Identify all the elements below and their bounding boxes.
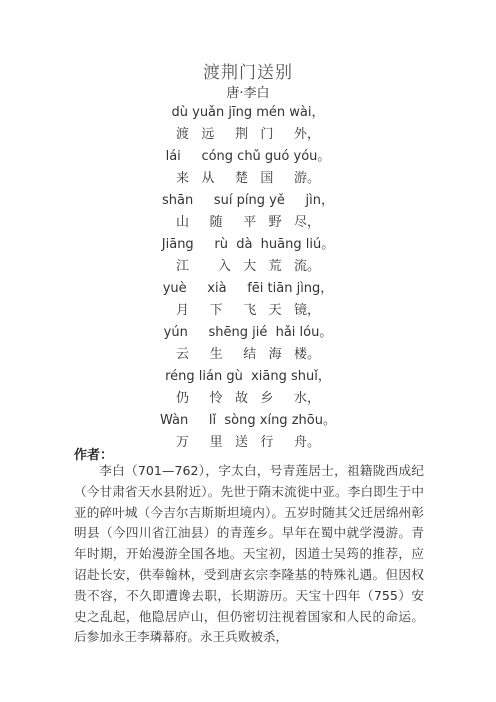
poem-line-pinyin: Wàn lǐ sòng xíng zhōu。 <box>160 413 336 428</box>
author-biography: 李白（701—762），字太白，号青莲居士，祖籍陇西成纪（今甘肃省天水县附近）。先世于隋末流徙中亚。李白即生于中亚的碎叶城（今吉尔吉斯斯坦境内）。五岁时随其父迁居绵州彰明县（今四川省江油县）的青莲乡。早年在蜀中就学漫游。青年时期，开始漫游全国各地。天宝初，因道士吴筠的推荐，应诏赴长安，供奉翰林，受到唐玄宗李隆基的特殊礼遇。但因权贵不容，不久即遭谗去职，长期游历。天宝十四年（755）安史之乱起，他隐居庐山，但仍密切注视着国家和人民的命运。后参加永王李璘幕府。永王兵败被杀， <box>74 463 424 645</box>
author-section-heading: 作者： <box>74 448 114 463</box>
poem-line-pinyin: dù yuǎn jīng mén wài， <box>171 105 325 120</box>
poem-line-hanzi: 渡 远 荆 门 外， <box>175 127 321 142</box>
poem-line-pinyin: shān suí píng yě jìn， <box>162 193 334 208</box>
poem-line-hanzi: 江 入 大 荒 流。 <box>175 259 321 274</box>
poem-line-hanzi: 山 随 平 野 尽， <box>175 215 321 230</box>
poem-line-hanzi: 来 从 楚 国 游。 <box>175 171 321 186</box>
poem-line-pinyin: Jiāng rù dà huāng liú。 <box>161 237 335 252</box>
poem-line-hanzi: 云 生 结 海 楼。 <box>175 347 321 362</box>
poem-line-hanzi: 仍 怜 故 乡 水， <box>175 391 321 406</box>
poem-title: 渡荆门送别 <box>203 63 293 83</box>
poem-line-pinyin: lái cóng chǔ guó yóu。 <box>165 149 331 164</box>
poem-line-pinyin: réng lián gù xiāng shuǐ， <box>165 369 331 384</box>
poem-line-pinyin: yún shēng jié hǎi lóu。 <box>163 325 333 340</box>
poem-body <box>0 102 496 454</box>
poem-line-hanzi: 月 下 飞 天 镜， <box>175 303 321 318</box>
poem-line-pinyin: yuè xià fēi tiān jìng， <box>162 281 334 296</box>
poem-line-hanzi: 万 里 送 行 舟。 <box>175 435 321 450</box>
poem-author: 唐·李白 <box>226 86 270 101</box>
